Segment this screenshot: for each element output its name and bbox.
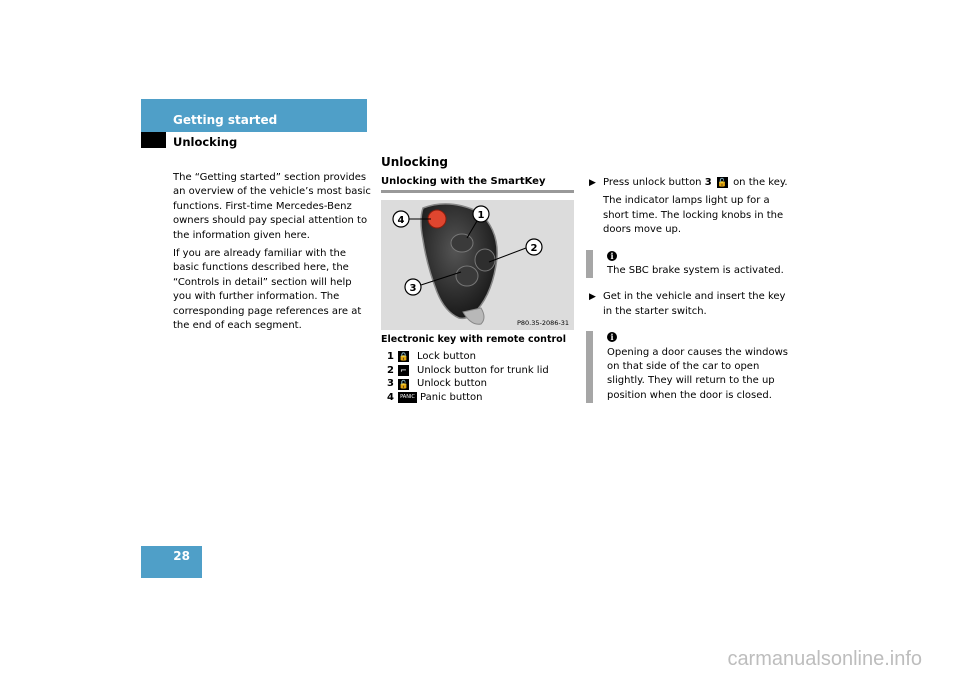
smartkey-illustration — [381, 200, 574, 330]
lock-closed-icon: 🔒 — [398, 352, 409, 362]
figure-caption: Electronic key with remote control — [381, 334, 566, 345]
smartkey-figure — [381, 200, 574, 330]
svg-text:2: 2 — [530, 243, 538, 254]
intro-text — [173, 171, 373, 337]
trunk-button-figure — [475, 249, 495, 271]
legend-item: 2 ⌐ Unlock button for trunk lid — [387, 364, 549, 376]
lock-open-icon: 🔓 — [398, 379, 409, 389]
section-marker — [141, 132, 166, 148]
info-icon: i — [607, 332, 617, 342]
callout-4 — [393, 211, 409, 227]
page-number-box — [141, 546, 202, 578]
info-note: i The SBC brake system is activated. — [586, 250, 789, 279]
legend-item: 1 🔒 Lock button — [387, 351, 476, 362]
step-item: ▶ Press unlock button 3 🔓 on the key. — [589, 176, 789, 190]
info-icon: i — [607, 251, 617, 261]
chapter-title: Getting started — [173, 113, 278, 127]
watermark: carmanualsonline.info — [727, 648, 922, 670]
section-title: Unlocking — [381, 155, 448, 169]
intro-paragraph: If you are already familiar with the basic functions described here, the “Controls in detail” section will help you with further information. The corresponding page references are at the end of each segment. — [173, 248, 362, 332]
panic-icon: PANIC — [398, 392, 417, 403]
section-subtitle: Unlocking — [173, 135, 238, 149]
trunk-icon: ⌐ — [398, 365, 409, 376]
lock-open-icon: 🔓 — [717, 178, 728, 187]
button-legend — [387, 350, 549, 405]
legend-item: 4 PANIC Panic button — [387, 392, 483, 404]
step-arrow-icon: ▶ — [589, 292, 596, 303]
sub-heading: Unlocking with the SmartKey — [381, 176, 574, 193]
svg-text:4: 4 — [397, 215, 405, 226]
legend-item: 3 🔓 Unlock button — [387, 378, 488, 390]
step-item: ▶ Get in the vehicle and insert the key in the starter switch. — [589, 291, 786, 317]
svg-text:3: 3 — [409, 283, 417, 294]
figure-code: P80.35-2086-31 — [516, 319, 569, 327]
svg-text:1: 1 — [477, 210, 485, 221]
callout-2 — [526, 239, 542, 255]
callout-1 — [473, 206, 489, 222]
instruction-steps — [589, 176, 789, 403]
step-note: The indicator lamps light up for a short time. The locking knobs in the doors move up. — [603, 195, 784, 236]
info-note: i Opening a door causes the windows on that side of the car to open slightly. They will return to the up position when the door is closed. — [586, 331, 789, 403]
step-arrow-icon: ▶ — [589, 178, 596, 188]
callout-3 — [405, 279, 421, 295]
unlock-button-figure — [456, 266, 478, 286]
page-number: 28 — [173, 549, 190, 563]
intro-paragraph: The “Getting started” section provides an overview of the vehicle’s most basic functions. First-time Mercedes-Benz owners should pay special attention to the information given here. — [173, 172, 371, 241]
lock-button-figure — [451, 234, 473, 252]
